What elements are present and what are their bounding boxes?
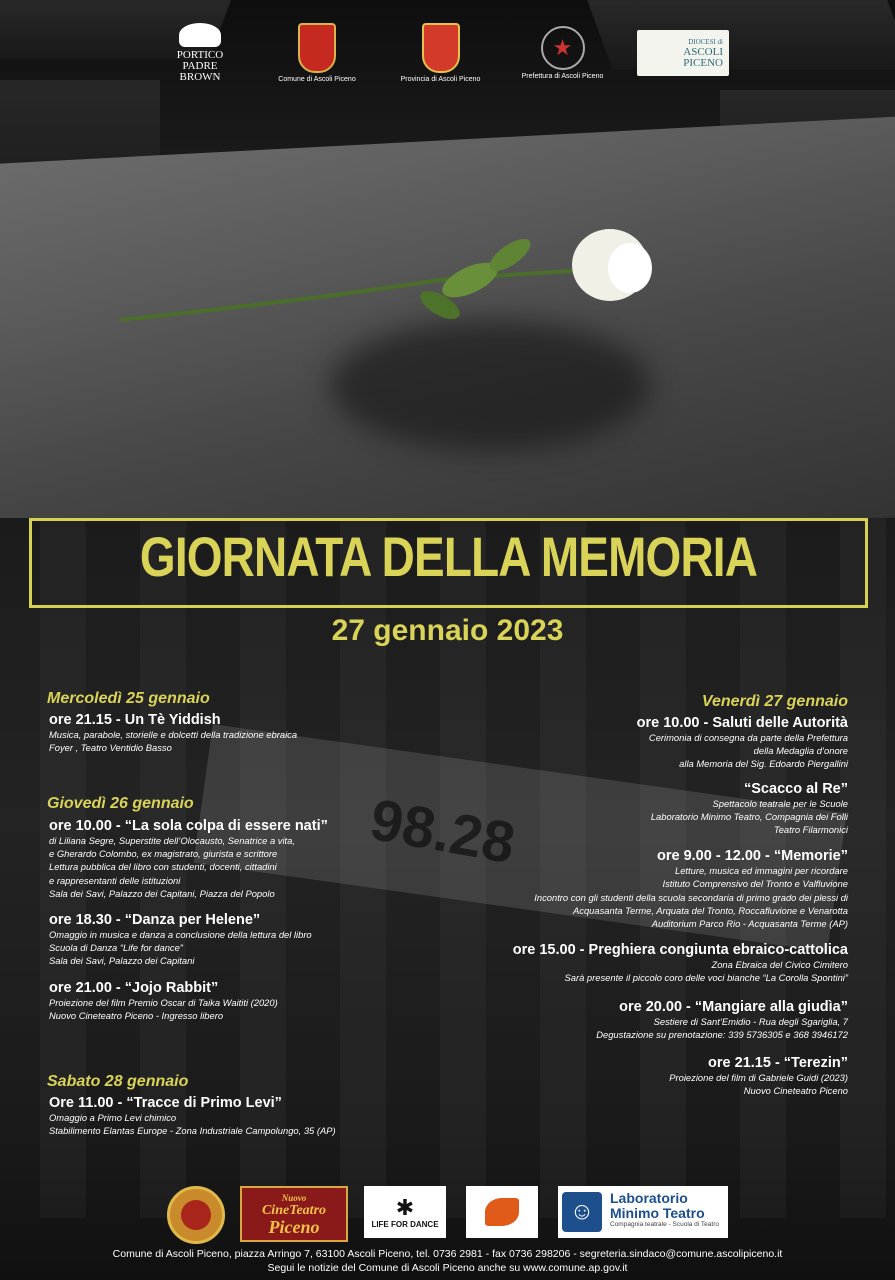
portico-padre-brown-logo: [165, 18, 235, 88]
event-desc: Auditorium Parco Rio - Acquasanta Terme (AP): [651, 918, 848, 930]
day-heading: Mercoledì 25 gennaio: [47, 690, 210, 707]
event-desc: Istituto Comprensivo del Tronto e Valfluvione: [662, 878, 848, 890]
event-date: 27 gennaio 2023: [331, 614, 564, 647]
theatre-masks-icon: ☺: [562, 1192, 602, 1232]
event-title: ore 20.00 - “Mangiare alla giudìa”: [619, 998, 848, 1015]
tree-icon: ✱: [395, 1194, 415, 1220]
memorial-block: [587, 0, 895, 70]
day-block-28: [47, 1073, 427, 1137]
event-desc: Cerimonia di consegna da parte della Prefettura: [648, 732, 848, 743]
event-desc: Sarà presente il piccolo coro delle voci bianche “La Corolla Spontini”: [564, 972, 848, 984]
event-desc: Zona Ebraica del Civico Cimitero: [711, 959, 848, 971]
diocesi-logo: [637, 30, 729, 76]
event-title: “Scacco al Re”: [744, 780, 848, 797]
event-title: ore 21.00 - “Jojo Rabbit”: [49, 979, 219, 996]
event-desc: Incontro con gli studenti della scuola secondaria di primo grado dei plessi di: [534, 891, 848, 903]
event-desc: Degustazione su prenotazione: 339 5736305 e 368 3946172: [596, 1028, 848, 1040]
event-title: ore 10.00 - “La sola colpa di essere nati”: [49, 818, 328, 834]
shield-icon: [298, 23, 336, 73]
diocesi-label-2: ASCOLI: [683, 45, 723, 58]
event-desc: Omaggio in musica e danza a conclusione della lettura del libro: [49, 929, 312, 941]
event-desc: Laboratorio Minimo Teatro, Compagnia dei Folli: [650, 810, 848, 822]
lifefordance-label: LIFE FOR DANCE: [371, 1219, 439, 1229]
event-desc: e rappresentanti delle istituzioni: [49, 874, 181, 886]
prefettura-logo: [515, 18, 610, 88]
diocesi-label-3: PICENO: [683, 56, 723, 69]
event-desc: della Medaglia d’onore: [753, 745, 848, 757]
portico-label: PORTICO PADRE BROWN: [176, 49, 224, 83]
emblem-center-icon: [181, 1200, 211, 1230]
day-heading: Sabato 28 gennaio: [47, 1073, 189, 1090]
event-desc: Stabilimento Elantas Europe - Zona Industriale Campolungo, 35 (AP): [49, 1125, 336, 1137]
lifefordance-logo: [364, 1186, 446, 1238]
event-title: ore 15.00 - Preghiera congiunta ebraico-cattolica: [512, 942, 848, 959]
event-desc: Nuovo Cineteatro Piceno: [743, 1085, 848, 1097]
prefettura-label: Prefettura di Ascoli Piceno: [521, 73, 604, 80]
day-heading: Giovedì 26 gennaio: [47, 795, 194, 812]
day-block-26: [47, 795, 407, 1022]
event-desc: Proiezione del film Premio Oscar di Taika Waititi (2020): [49, 996, 278, 1008]
event-desc: Scuola di Danza “Life for dance”: [49, 942, 183, 954]
event-desc: Foyer , Teatro Ventidio Basso: [49, 742, 172, 754]
provincia-label: Provincia di Ascoli Piceno: [400, 76, 481, 83]
cineteatro-label-3: Piceno: [268, 1216, 320, 1237]
prisoner-number: 98.28: [365, 786, 520, 877]
flame-mask-icon: [485, 1198, 519, 1226]
event-desc: Sala dei Savi, Palazzo dei Capitani: [49, 955, 195, 967]
event-desc: Musica, parabole, storielle e dolcetti della tradizione ebraica: [49, 729, 298, 740]
event-desc: Teatro Filarmonici: [773, 824, 848, 836]
comune-logo: [272, 18, 362, 88]
event-desc: e Gherardo Colombo, ex magistrato, giurista e scrittore: [49, 848, 278, 860]
header-photo: [0, 0, 895, 518]
cineteatro-label-2: CineTeatro: [261, 1202, 327, 1218]
day-block-27: [378, 693, 848, 1097]
lab-label-3: Compagnia teatrale - Scuola di Teatro: [610, 1221, 719, 1228]
event-title: ore 21.15 - “Terezin”: [708, 1055, 848, 1072]
event-desc: Acquasanta Terme, Arquata del Tronto, Roccafluvione e Venarotta: [573, 904, 848, 916]
rose-svg: [110, 210, 670, 340]
day-block-25: [47, 690, 407, 754]
circle-emblem-logo: [167, 1186, 225, 1244]
folli-logo: [466, 1186, 538, 1238]
day-heading: Venerdì 27 gennaio: [701, 693, 848, 710]
event-desc: Sala dei Savi, Palazzo dei Capitani, Piazza del Popolo: [49, 887, 275, 899]
footer-website: Segui le notizie del Comune di Ascoli Piceno anche su www.comune.ap.gov.it: [267, 1262, 628, 1274]
provincia-logo: [393, 18, 488, 88]
event-title: Ore 11.00 - “Tracce di Primo Levi”: [49, 1095, 282, 1111]
event-desc: Proiezione del film di Gabriele Guidi (2023): [669, 1072, 848, 1084]
hat-icon: [179, 23, 221, 47]
rose-petal: [608, 243, 652, 293]
event-desc: di Liliana Segre, Superstite dell’Olocausto, Senatrice a vita,: [49, 835, 295, 846]
shield-icon: [422, 23, 460, 73]
event-desc: Letture, musica ed immagini per ricordare: [675, 865, 848, 877]
event-title: ore 9.00 - 12.00 - “Memorie”: [657, 848, 848, 865]
event-desc: alla Memoria del Sig. Edoardo Piergallini: [679, 758, 848, 770]
rose-stem: [120, 268, 630, 320]
page-title: GIORNATA DELLA MEMORIA: [139, 525, 758, 588]
comune-label: Comune di Ascoli Piceno: [278, 76, 356, 83]
diocesi-label-1: DIOCESI di: [688, 37, 723, 46]
star-emblem-icon: ★: [541, 26, 585, 70]
event-title: ore 18.30 - “Danza per Helene”: [49, 912, 261, 929]
event-title: ore 10.00 - Saluti delle Autorità: [636, 715, 848, 731]
footer-contact: Comune di Ascoli Piceno, piazza Arringo 7, 63100 Ascoli Piceno, tel. 0736 2981 - fax 0736 298206 - segreteria.sindaco@comune.ascolipiceno.it: [112, 1248, 783, 1260]
laboratorio-logo: [558, 1186, 728, 1238]
event-desc: Spettacolo teatrale per le Scuole: [712, 797, 848, 809]
event-desc: Omaggio a Primo Levi chimico: [49, 1112, 177, 1123]
cineteatro-label-1: Nuovo: [281, 1192, 307, 1203]
event-title: ore 21.15 - Un Tè Yiddish: [49, 712, 221, 728]
event-desc: Nuovo Cineteatro Piceno - Ingresso libero: [49, 1009, 224, 1021]
cineteatro-logo: [240, 1186, 348, 1242]
lab-label-2: Minimo Teatro: [610, 1205, 705, 1221]
event-desc: Lettura pubblica del libro con studenti, docenti, cittadini: [49, 861, 277, 873]
lab-label-1: Laboratorio: [610, 1190, 688, 1206]
event-desc: Sestiere di Sant’Emidio - Rua degli Sgariglia, 7: [653, 1015, 848, 1027]
